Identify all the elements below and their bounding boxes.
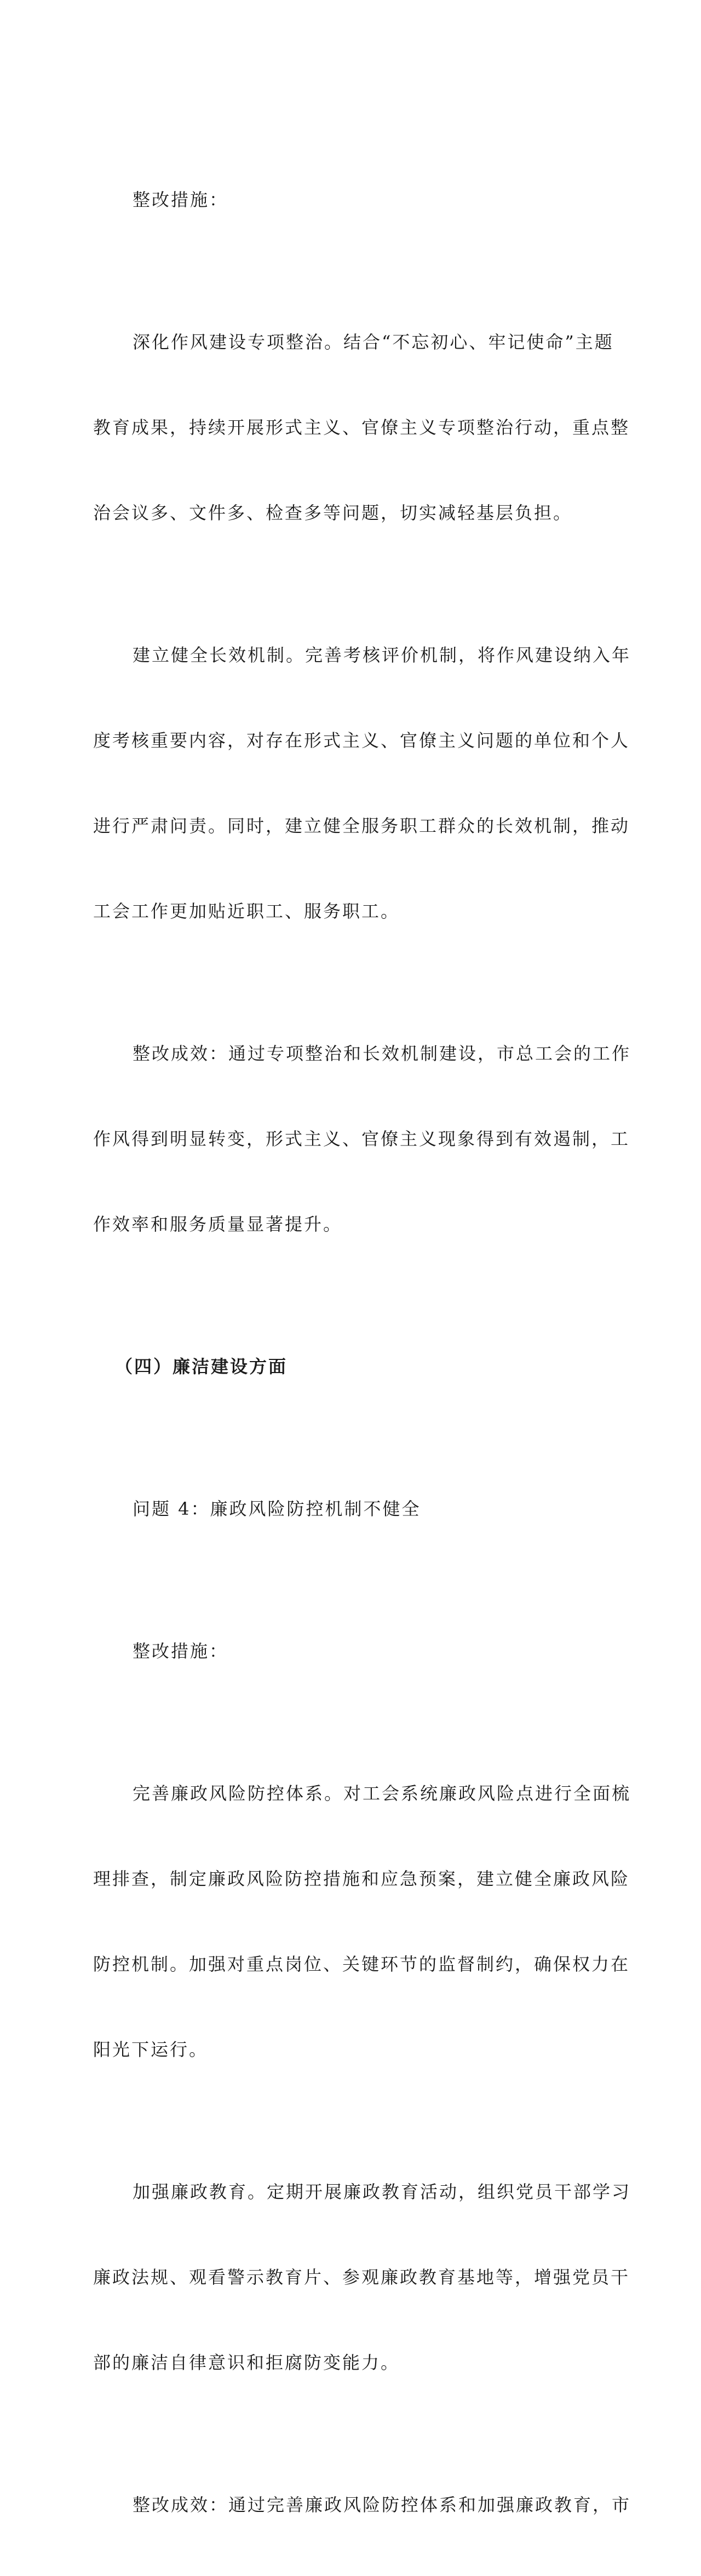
paragraph-results-2	[93, 2434, 631, 2576]
text-line: 理排查，制定廉政风险防控措施和应急预案，建立健全廉政风险	[93, 1868, 630, 1889]
paragraph-measures-heading-2	[93, 1580, 608, 1722]
text-line: 问题 4：廉政风险防控机制不健全	[133, 1498, 421, 1519]
paragraph-issue-4	[93, 1438, 608, 1580]
text-line: 作效率和服务质量显著提升。	[93, 1214, 343, 1235]
text-line: 整改成效：通过专项整治和长效机制建设，市总工会的工作	[133, 1043, 631, 1064]
text-line: 教育成果，持续开展形式主义、官僚主义专项整治行动，重点整	[93, 417, 630, 438]
text-line: 深化作风建设专项整治。结合“不忘初心、牢记使命”主题	[133, 332, 614, 352]
document-body	[93, 129, 631, 2576]
section-heading: （四）廉洁建设方面	[115, 1356, 288, 1377]
text-line: 防控机制。加强对重点岗位、关键环节的监督制约，确保权力在	[93, 1954, 630, 1975]
paragraph-results-1	[93, 982, 631, 1295]
text-line: 度考核重要内容，对存在形式主义、官僚主义问题的单位和个人	[93, 730, 630, 751]
paragraph-style-rectification	[93, 271, 630, 584]
paragraph-integrity-education	[93, 2121, 631, 2434]
text-line: 廉政法规、观看警示教育片、参观廉政教育基地等，增强党员干	[93, 2267, 630, 2288]
text-line: 建立健全长效机制。完善考核评价机制，将作风建设纳入年	[133, 645, 631, 665]
paragraph-long-term-mechanism	[93, 584, 631, 982]
section-heading-integrity	[93, 1295, 608, 1438]
paragraph-measures-heading-1	[93, 129, 608, 271]
text-line: 作风得到明显转变，形式主义、官僚主义现象得到有效遏制，工	[93, 1128, 630, 1149]
text-line: 进行严肃问责。同时，建立健全服务职工群众的长效机制，推动	[93, 815, 630, 836]
text-line: 阳光下运行。	[93, 2039, 209, 2060]
text-line: 完善廉政风险防控体系。对工会系统廉政风险点进行全面梳	[133, 1783, 631, 1804]
text-line: 加强廉政教育。定期开展廉政教育活动，组织党员干部学习	[133, 2181, 631, 2202]
text-line: 工会工作更加贴近职工、服务职工。	[93, 901, 400, 922]
paragraph-risk-control-system	[93, 1722, 631, 2121]
text-line: 整改措施：	[133, 1641, 229, 1662]
text-line: 整改成效：通过完善廉政风险防控体系和加强廉政教育，市	[133, 2494, 631, 2515]
text-line: 部的廉洁自律意识和拒腐防变能力。	[93, 2352, 400, 2373]
text-line: 整改措施：	[133, 189, 229, 210]
text-line: 治会议多、文件多、检查多等问题，切实减轻基层负担。	[93, 502, 573, 523]
